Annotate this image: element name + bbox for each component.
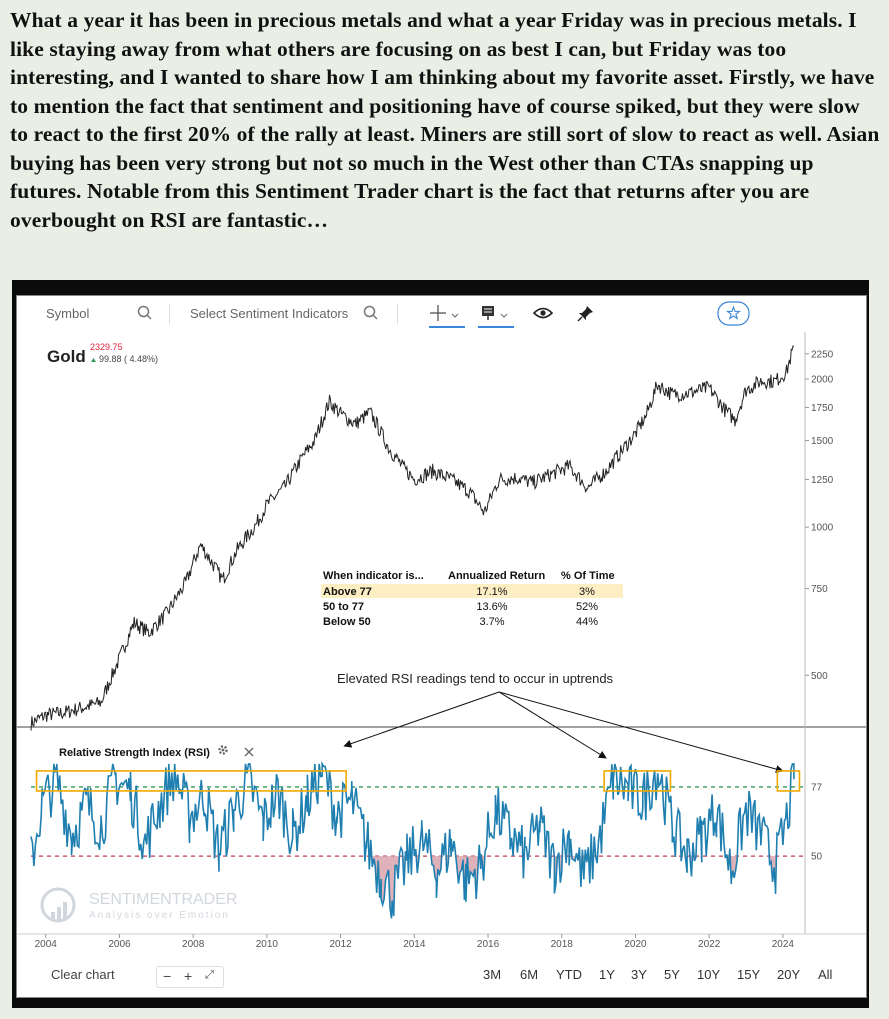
annotation-arrow: [499, 692, 783, 771]
fit-button[interactable]: ⤢: [205, 969, 214, 981]
overbought-highlight-box: [37, 771, 347, 791]
range-3y-button[interactable]: 3Y: [631, 967, 647, 982]
gold-title: Gold: [47, 347, 86, 366]
time-tick-label: 2018: [550, 939, 573, 950]
gear-center: [222, 749, 225, 752]
time-tick-label: 2014: [403, 939, 426, 950]
range-ytd-button[interactable]: YTD: [556, 967, 582, 982]
table-header: Annualized Return: [448, 570, 546, 582]
time-tick-label: 2004: [34, 939, 57, 950]
time-tick-label: 2008: [182, 939, 205, 950]
range-10y-button[interactable]: 10Y: [697, 967, 721, 982]
zoom-controls: [156, 966, 224, 988]
range-1y-button[interactable]: 1Y: [599, 967, 615, 982]
table-cell: 44%: [575, 616, 599, 628]
range-all-button[interactable]: All: [818, 967, 833, 982]
time-tick-label: 2006: [108, 939, 131, 950]
price-tick-label: 1250: [811, 474, 834, 486]
logo-text: SENTIMENTRADER: [89, 891, 238, 908]
table-cell: 17.1%: [476, 586, 508, 598]
time-tick-label: 2020: [624, 939, 647, 950]
price-tick-label: 1000: [811, 522, 834, 534]
logo-bar: [63, 902, 67, 920]
zoom-out-button[interactable]: −: [163, 968, 172, 984]
time-tick-label: 2016: [476, 939, 500, 950]
annotation-arrow: [499, 692, 606, 758]
range-3m-button[interactable]: 3M: [483, 967, 502, 982]
table-header: When indicator is...: [323, 570, 424, 582]
sentimentrader-logo: [42, 889, 237, 921]
price-tick-label: 500: [811, 670, 828, 682]
time-tick-label: 2022: [698, 939, 721, 950]
price-tick-label: 750: [811, 584, 828, 596]
table-cell: 3%: [579, 586, 595, 598]
chart-area[interactable]: [17, 296, 866, 958]
time-tick-label: 2012: [329, 939, 352, 950]
clear-chart-button[interactable]: Clear chart: [51, 967, 115, 982]
logo-bar: [57, 907, 61, 920]
gold-last-price: 2329.75: [90, 342, 123, 352]
table-header: % Of Time: [561, 570, 615, 582]
range-5y-button[interactable]: 5Y: [664, 967, 680, 982]
rsi-title: Relative Strength Index (RSI): [59, 747, 210, 759]
bottom-bar: [17, 958, 866, 996]
rsi-level-50-label: 50: [811, 851, 823, 863]
intro-paragraph: What a year it has been in precious metals and what a year Friday was in precious metals. I like staying away from what others are focusing on as best I can, but Friday was too interesting, and I wanted to share how I am thinking about my favorite asset. Firstly, we have to mention the fact that sentiment and positioning have of course spiked, but they were slow to react to the first 20% of the rally at least. Miners are still sort of slow to react as well. Asian buying has been very strong but not so much in the West other than CTAs snapping up futures. Notable from this Sentiment Trader chart is the fact that returns after you are overbought on RSI are fantastic…: [10, 8, 880, 232]
range-20y-button[interactable]: 20Y: [777, 967, 801, 982]
table-cell: Below 50: [323, 616, 371, 628]
table-cell: 13.6%: [476, 601, 508, 613]
time-tick-label: 2024: [771, 939, 795, 950]
range-15y-button[interactable]: 15Y: [737, 967, 761, 982]
price-tick-label: 2000: [811, 374, 834, 386]
table-cell: 50 to 77: [323, 601, 364, 613]
time-tick-label: 2010: [255, 939, 279, 950]
price-tick-label: 1750: [811, 403, 834, 415]
chart-window: [16, 295, 867, 998]
table-cell: 3.7%: [479, 616, 505, 628]
logo-tagline: Analysis over Emotion: [89, 910, 230, 921]
logo-bar: [51, 912, 55, 920]
symbol-placeholder: Symbol: [46, 306, 90, 321]
price-tick-label: 2250: [811, 349, 834, 361]
close-icon[interactable]: [245, 748, 253, 756]
table-cell: Above 77: [323, 586, 372, 598]
annotation-arrow: [344, 692, 499, 746]
table-cell: 52%: [575, 601, 599, 613]
gold-change: 99.88 ( 4.48%): [99, 354, 159, 364]
annotation-text: Elevated RSI readings tend to occur in uptrends: [337, 671, 614, 686]
gear-icon[interactable]: [220, 747, 227, 754]
zoom-in-button[interactable]: +: [184, 968, 193, 984]
range-6m-button[interactable]: 6M: [520, 967, 539, 982]
overbought-highlight-box: [777, 771, 799, 791]
rsi-level-77-label: 77: [811, 782, 823, 794]
indicator-placeholder: Select Sentiment Indicators: [190, 306, 349, 321]
price-tick-label: 1500: [811, 435, 834, 447]
up-arrow-icon: [91, 358, 96, 362]
